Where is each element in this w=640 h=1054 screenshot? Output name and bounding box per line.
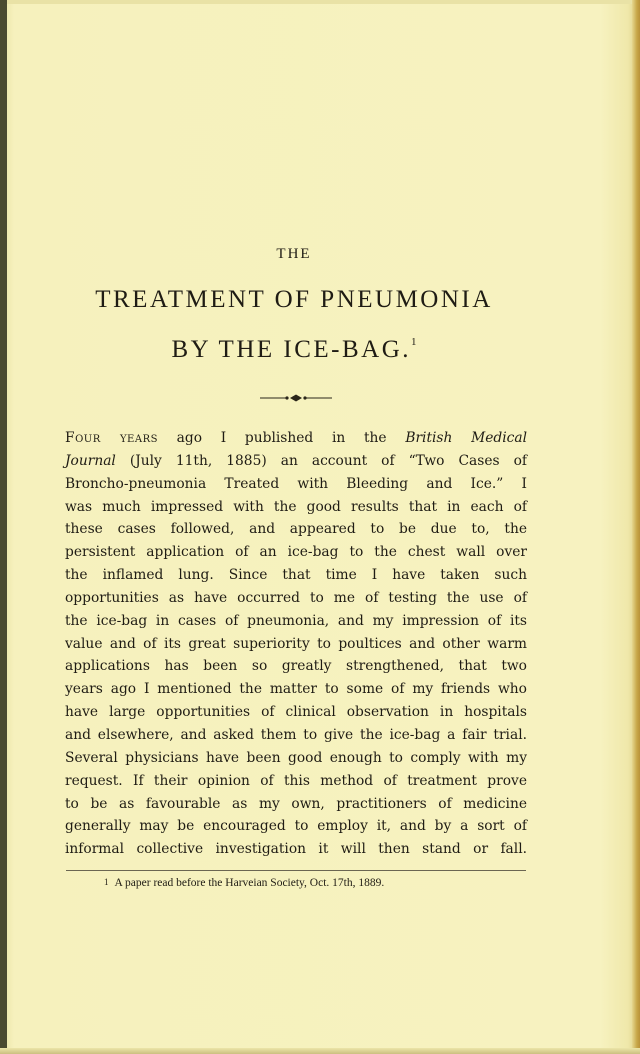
footnote-marker: 1 — [104, 877, 109, 887]
body-line: these cases followed, and appeared to be due to, the — [65, 521, 527, 538]
body-line: request. If their opinion of this method of treatment prove — [65, 772, 527, 789]
journal-title-part-1: British Medical — [405, 430, 528, 446]
footnote-text: A paper read before the Harveian Society, Oct. 17th, 1889. — [114, 877, 385, 889]
body-line: Several physicians have been good enough to comply with my — [65, 749, 527, 766]
page-fore-edge — [632, 0, 640, 1054]
page-bottom-edge — [0, 1048, 640, 1054]
body-line: the ice-bag in cases of pneumonia, and my impression of its — [65, 612, 527, 629]
title-line-2 — [0, 336, 588, 364]
body-paragraph — [65, 427, 527, 861]
body-line: to be as favourable as my own, practitioners of medicine — [65, 795, 527, 812]
title-footnote-marker: 1 — [411, 336, 417, 348]
ornament-divider-icon — [260, 392, 332, 404]
body-line — [65, 427, 527, 450]
body-line: persistent application of an ice-bag to the chest wall over — [65, 544, 527, 561]
body-line: applications has been so greatly strengthened, that two — [65, 658, 527, 675]
body-line: informal collective investigation it will then stand or fall. — [65, 841, 527, 858]
title-line-1: TREATMENT OF PNEUMONIA — [95, 286, 493, 313]
body-text-run: (July 11th, 1885) an account of “Two Cases of — [115, 452, 527, 469]
body-line: opportunities as have occurred to me of testing the use of — [65, 589, 527, 606]
body-line: value and of its great superiority to poultices and other warm — [65, 635, 527, 652]
body-line: years ago I mentioned the matter to some of my friends who — [65, 681, 527, 698]
body-line: was much impressed with the good results that in each of — [65, 498, 527, 515]
body-text-run: ago I published in the — [157, 430, 406, 446]
body-line: Broncho-pneumonia Treated with Bleeding and Ice.” I — [65, 475, 527, 492]
footnote — [104, 877, 524, 889]
body-line: generally may be encouraged to employ it, and by a sort of — [65, 818, 527, 835]
footnote-rule — [66, 870, 526, 871]
heading-the: THE — [276, 246, 312, 262]
journal-title-part-2: Journal — [65, 452, 116, 469]
binding-edge — [0, 0, 7, 1054]
opening-small-caps: Four years — [65, 430, 158, 446]
page-top-edge — [0, 0, 640, 4]
body-line: the inflamed lung. Since that time I have taken such — [65, 567, 527, 584]
body-line: have large opportunities of clinical observation in hospitals — [65, 704, 527, 721]
body-line: and elsewhere, and asked them to give the ice-bag a fair trial. — [65, 726, 527, 743]
body-line — [65, 450, 527, 473]
title-line-2-text: BY THE ICE-BAG. — [171, 336, 412, 363]
